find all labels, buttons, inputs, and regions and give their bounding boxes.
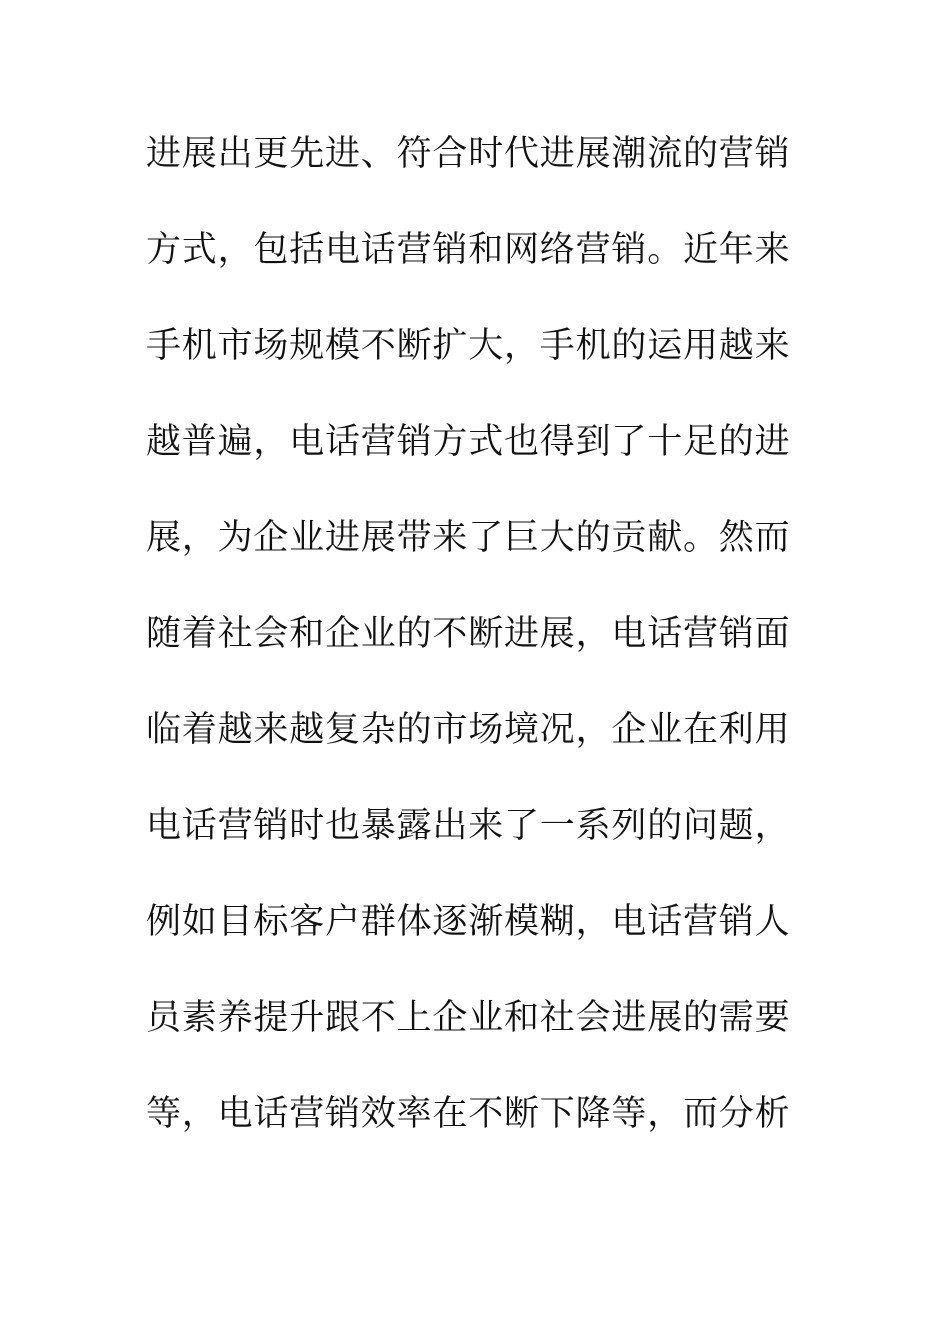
text-line: 例如目标客户群体逐渐模糊，电话营销人 <box>146 902 791 942</box>
text-line: 员素养提升跟不上企业和社会进展的需要 <box>146 998 791 1038</box>
text-line: 展，为企业进展带来了巨大的贡献。然而 <box>146 518 791 558</box>
text-line: 手机市场规模不断扩大，手机的运用越来 <box>146 326 791 366</box>
text-line: 方式，包括电话营销和网络营销。近年来 <box>146 230 791 270</box>
text-line: 越普遍，电话营销方式也得到了十足的进 <box>146 422 791 462</box>
text-line: 进展出更先进、符合时代进展潮流的营销 <box>146 134 791 174</box>
text-line: 等，电话营销效率在不断下降等，而分析 <box>146 1094 791 1134</box>
text-line: 临着越来越复杂的市场境况，企业在利用 <box>146 710 791 750</box>
body-paragraph <box>146 122 816 1178</box>
text-line: 电话营销时也暴露出来了一系列的问题， <box>146 806 791 846</box>
text-line: 随着社会和企业的不断进展，电话营销面 <box>146 614 791 654</box>
